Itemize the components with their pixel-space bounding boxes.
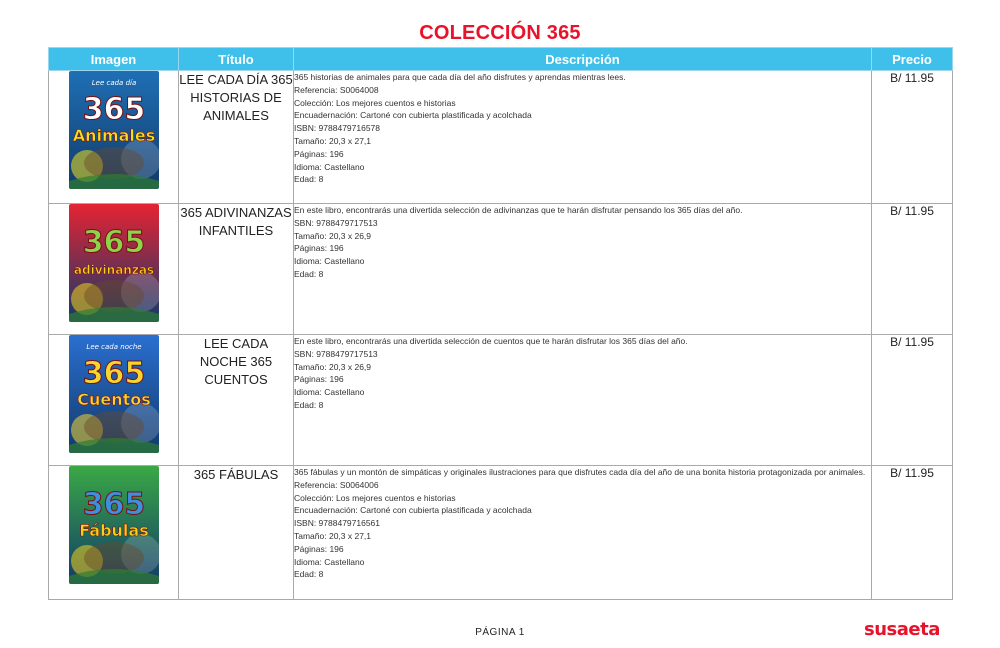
book-cover-cell xyxy=(49,466,179,600)
description-line: Referencia: S0064008 xyxy=(294,84,379,95)
svg-text:365: 365 xyxy=(82,487,145,522)
catalog-table xyxy=(48,47,953,600)
page-number: PÁGINA 1 xyxy=(475,627,525,638)
header-image: Imagen xyxy=(49,48,179,71)
header-description: Descripción xyxy=(294,48,872,71)
svg-text:adivinanzas: adivinanzas xyxy=(73,263,154,277)
table-row xyxy=(49,204,953,335)
book-cover-image[interactable] xyxy=(69,466,159,584)
book-description xyxy=(294,204,872,335)
description-line: Referencia: S0064006 xyxy=(294,479,379,490)
page-title: COLECCIÓN 365 xyxy=(419,22,581,44)
book-price: B/ 11.95 xyxy=(872,71,953,204)
book-cover-image[interactable] xyxy=(69,335,159,453)
description-line: Idioma: Castellano xyxy=(294,256,365,267)
description-line: Tamaño: 20,3 x 27,1 xyxy=(294,530,372,541)
description-line: SBN: 9788479717513 xyxy=(294,217,378,228)
book-price: B/ 11.95 xyxy=(872,204,953,335)
description-line: Tamaño: 20,3 x 27,1 xyxy=(294,135,372,146)
description-line: En este libro, encontrarás una divertida selección de cuentos que te harán disfrutar los 365 días del año. xyxy=(294,336,688,346)
description-line: 365 historias de animales para que cada día del año disfrutes y aprendas mientras lees. xyxy=(294,72,626,82)
description-line: Tamaño: 20,3 x 26,9 xyxy=(294,230,372,241)
description-line: Páginas: 196 xyxy=(294,148,344,159)
description-line: Encuadernación: Cartoné con cubierta plastificada y acolchada xyxy=(294,110,532,121)
description-line: Tamaño: 20,3 x 26,9 xyxy=(294,361,372,372)
description-line: Idioma: Castellano xyxy=(294,387,365,398)
book-cover-cell xyxy=(49,335,179,466)
description-line: Edad: 8 xyxy=(294,174,324,185)
description-line: Edad: 8 xyxy=(294,268,324,279)
svg-text:Fábulas: Fábulas xyxy=(78,521,149,540)
table-row xyxy=(49,71,953,204)
book-cover-cell xyxy=(49,204,179,335)
description-line: ISBN: 9788479716578 xyxy=(294,123,381,134)
book-title: 365 ADIVINANZAS INFANTILES xyxy=(179,204,294,335)
svg-text:365: 365 xyxy=(82,92,145,127)
svg-text:Cuentos: Cuentos xyxy=(76,390,151,409)
description-line: Idioma: Castellano xyxy=(294,556,365,567)
description-line: Edad: 8 xyxy=(294,399,324,410)
description-line: Edad: 8 xyxy=(294,569,324,580)
description-line: SBN: 9788479717513 xyxy=(294,348,378,359)
header-title: Título xyxy=(179,48,294,71)
book-price: B/ 11.95 xyxy=(872,466,953,600)
description-line: Páginas: 196 xyxy=(294,543,344,554)
description-line: En este libro, encontrarás una divertida selección de adivinanzas que te harán disfrutar pensando los 365 días del año. xyxy=(294,205,743,215)
description-line: Colección: Los mejores cuentos e historias xyxy=(294,492,456,503)
book-title: 365 FÁBULAS xyxy=(179,466,294,600)
svg-text:Lee cada día: Lee cada día xyxy=(91,79,136,87)
description-line: 365 fábulas y un montón de simpáticas y originales ilustraciones para que disfrutes cada día del año de una bonita historia protagonizada por animales. xyxy=(294,467,866,477)
table-header-row xyxy=(49,48,953,71)
book-cover-image[interactable] xyxy=(69,204,159,322)
description-line: Encuadernación: Cartoné con cubierta plastificada y acolchada xyxy=(294,505,532,516)
book-description xyxy=(294,466,872,600)
description-line: Páginas: 196 xyxy=(294,374,344,385)
book-title: LEE CADA NOCHE 365 CUENTOS xyxy=(179,335,294,466)
svg-text:365: 365 xyxy=(82,225,145,260)
book-cover-image[interactable] xyxy=(69,71,159,189)
table-row xyxy=(49,335,953,466)
description-line: ISBN: 9788479716561 xyxy=(294,518,381,529)
table-row xyxy=(49,466,953,600)
svg-text:365: 365 xyxy=(82,356,145,391)
book-price: B/ 11.95 xyxy=(872,335,953,466)
book-description xyxy=(294,71,872,204)
svg-text:Lee cada noche: Lee cada noche xyxy=(85,343,142,351)
description-line: Idioma: Castellano xyxy=(294,161,365,172)
svg-text:Animales: Animales xyxy=(72,126,155,145)
book-description xyxy=(294,335,872,466)
description-line: Colección: Los mejores cuentos e historias xyxy=(294,97,456,108)
description-line: Páginas: 196 xyxy=(294,243,344,254)
book-title: LEE CADA DÍA 365 HISTORIAS DE ANIMALES xyxy=(179,71,294,204)
brand-logo: susaeta xyxy=(864,619,940,640)
header-price: Precio xyxy=(872,48,953,71)
book-cover-cell xyxy=(49,71,179,204)
